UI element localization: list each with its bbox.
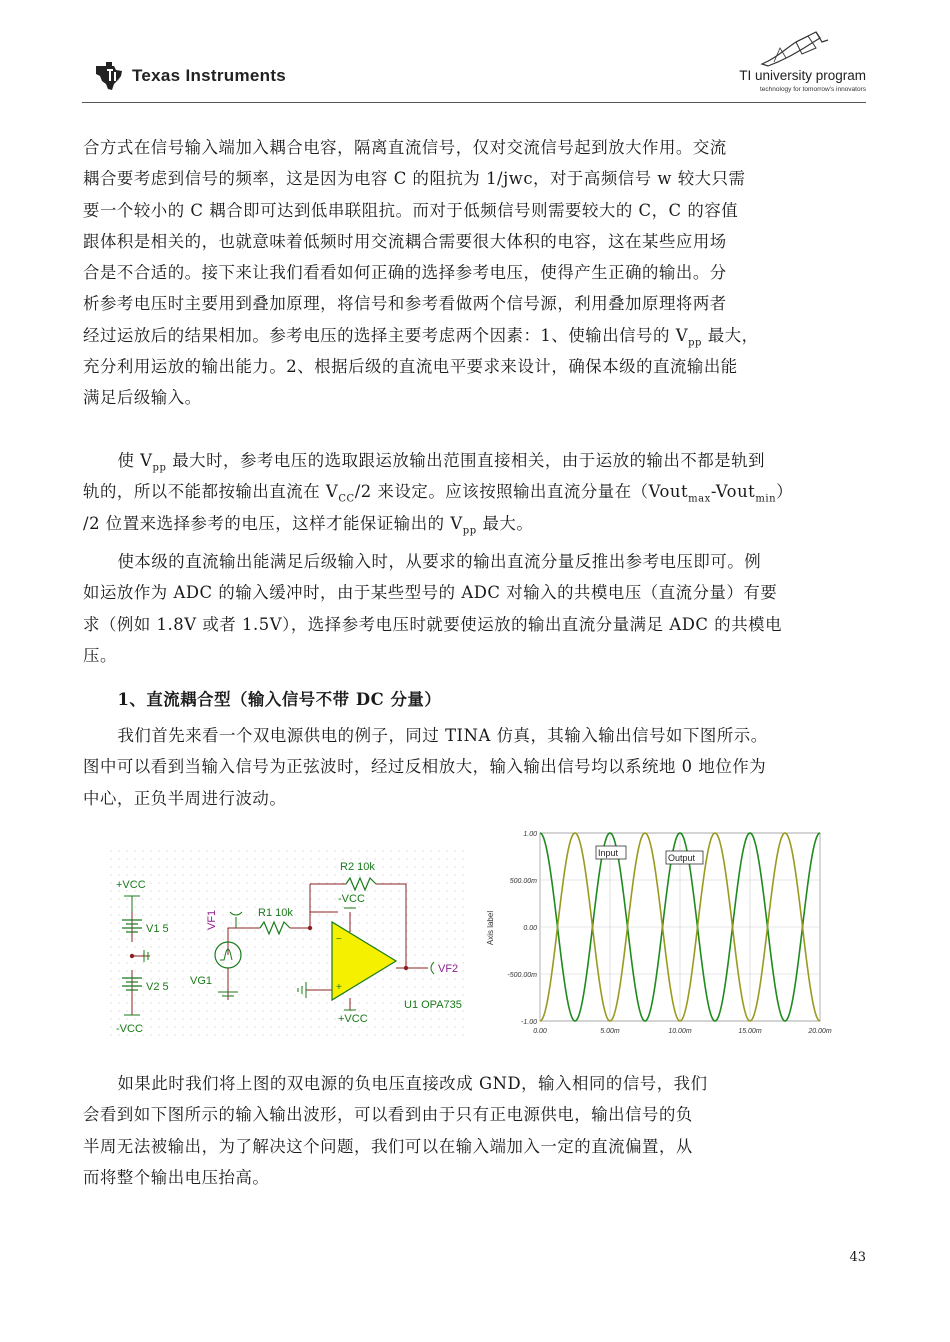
page-header <box>82 28 866 103</box>
text-line: 图中可以看到当输入信号为正弦波时，经过反相放大，输入输出信号均以系统地 0 地位作为 <box>83 757 767 777</box>
vcc-bottom-label: -VCC <box>116 1023 143 1035</box>
text-line: 合方式在信号输入端加入耦合电容，隔离直流信号，仅对交流信号起到放大作用。交流 <box>83 138 727 157</box>
x-tick-label: 10.00m <box>668 1028 692 1035</box>
text-line: 求（例如 1.8V 或者 1.5V），选择参考电压时就要使运放的输出直流分量满足 ADC 的共模电 <box>83 614 783 634</box>
v1-label: V1 5 <box>146 923 169 935</box>
section-heading: 1、直流耦合型（输入信号不带 DC 分量） <box>117 690 442 709</box>
svg-text:Output: Output <box>668 853 696 863</box>
y-tick-label: 0.00 <box>523 925 537 932</box>
text-line: 耦合要考虑到信号的频率，这是因为电容 C 的阻抗为 1/jwc，对于高频信号 w 较大只需 <box>83 169 746 189</box>
program-title: TI university program <box>739 68 866 83</box>
text-line: 合是不合适的。接下来让我们看看如何正确的选择参考电压，使得产生正确的输出。分 <box>83 263 727 283</box>
text-line: /2 位置来选择参考的电压，这样才能保证输出的 $V_{pp}$ 最大。 <box>83 513 534 536</box>
x-tick-label: 5.00m <box>600 1028 620 1035</box>
text-line: 如运放作为 ADC 的输入缓冲时，由于某些型号的 ADC 对输入的共模电压（直流分量）有要 <box>83 583 778 603</box>
y-tick-label: 500.00m <box>509 878 537 885</box>
page-number: 43 <box>849 1250 866 1265</box>
figure <box>110 828 850 1043</box>
text-line: 使本级的直流输出能满足后级输入时，从要求的输出直流分量反推出参考电压即可。例 <box>117 552 762 571</box>
company-name: Texas Instruments <box>132 66 287 85</box>
svg-text:+: + <box>336 982 342 993</box>
svg-text:Input: Input <box>598 848 619 858</box>
x-tick-label: 0.00 <box>533 1028 547 1035</box>
r2-label: R2 10k <box>340 861 375 873</box>
y-axis-label: Axis label <box>486 910 495 946</box>
annotation-input <box>596 846 626 859</box>
paragraph-3 <box>83 546 867 671</box>
text-line: 半周无法被输出，为了解决这个问题，我们可以在输入端加入一定的直流偏置，从 <box>83 1136 693 1156</box>
x-tick-label: 20.00m <box>808 1028 832 1035</box>
circuit-schematic <box>110 850 470 1040</box>
text-line: 如果此时我们将上图的双电源的负电压直接改成 GND，输入相同的信号，我们 <box>117 1074 708 1093</box>
v2-label: V2 5 <box>146 981 169 993</box>
y-tick-label: -500.00m <box>507 972 537 979</box>
opamp-pos-supply-label: +VCC <box>338 1013 368 1025</box>
opamp-neg-supply-label: -VCC <box>338 893 365 905</box>
text-line: 轨的，所以不能都按输出直流在 $V_{CC}/2$ 来设定。应该按照输出直流分量在（Vout$_{max}$-Vout$_{min}$） <box>83 482 794 505</box>
r1-label: R1 10k <box>258 907 293 919</box>
paragraph-5 <box>83 1068 867 1193</box>
graduation-cap-icon <box>756 28 836 68</box>
text-line: 满足后级输入。 <box>83 388 202 408</box>
text-line: 中心，正负半周进行波动。 <box>83 788 287 808</box>
header-divider <box>82 102 866 103</box>
text-line: 充分利用运放的输出能力。2、根据后级的直流电平要求来设计，确保本级的直流输出能 <box>83 357 738 377</box>
text-line: 会看到如下图所示的输入输出波形，可以看到由于只有正电源供电，输出信号的负 <box>83 1105 693 1125</box>
opamp-part-label: U1 OPA735 <box>404 999 462 1011</box>
waveform-chart <box>485 828 855 1043</box>
text-line: 而将整个输出电压抬高。 <box>83 1167 270 1187</box>
y-tick-label: -1.00 <box>521 1019 537 1026</box>
svg-text:−: − <box>336 934 342 945</box>
y-tick-label: 1.00 <box>523 831 537 838</box>
ti-logo <box>92 60 286 92</box>
x-tick-label: 15.00m <box>738 1028 762 1035</box>
text-line: 析参考电压时主要用到叠加原理，将信号和参考看做两个信号源，利用叠加原理将两者 <box>83 294 727 314</box>
ti-state-logo-icon <box>92 60 126 92</box>
vf2-label: VF2 <box>438 963 459 975</box>
paragraph-2 <box>83 445 867 539</box>
text-line: 要一个较小的 C 耦合即可达到低串联阻抗。而对于低频信号则需要较大的 C，C 的容值 <box>83 200 739 220</box>
text-line: 跟体积是相关的，也就意味着低频时用交流耦合需要很大体积的电容，这在某些应用场 <box>83 231 727 251</box>
text-line: 压。 <box>83 645 117 665</box>
vg1-label: VG1 <box>190 975 213 987</box>
text-line: 经过运放后的结果相加。参考电压的选择主要考虑两个因素：1、使输出信号的 $V_{pp}$ 最大， <box>83 325 759 349</box>
vf1-label: VF1 <box>206 909 218 930</box>
program-tagline: technology for tomorrow's innovators <box>759 86 866 93</box>
text-line: 我们首先来看一个双电源供电的例子，同过 TINA 仿真，其输入输出信号如下图所示。 <box>117 726 768 745</box>
university-program-logo <box>716 28 866 100</box>
annotation-output <box>666 851 703 864</box>
paragraph-4 <box>83 720 867 814</box>
text-line: 使 $V_{pp}$ 最大时，参考电压的选取跟运放输出范围直接相关，由于运放的输出不都是轨到 <box>117 451 766 474</box>
vcc-top-label: +VCC <box>116 879 146 891</box>
paragraph-1 <box>83 132 867 414</box>
